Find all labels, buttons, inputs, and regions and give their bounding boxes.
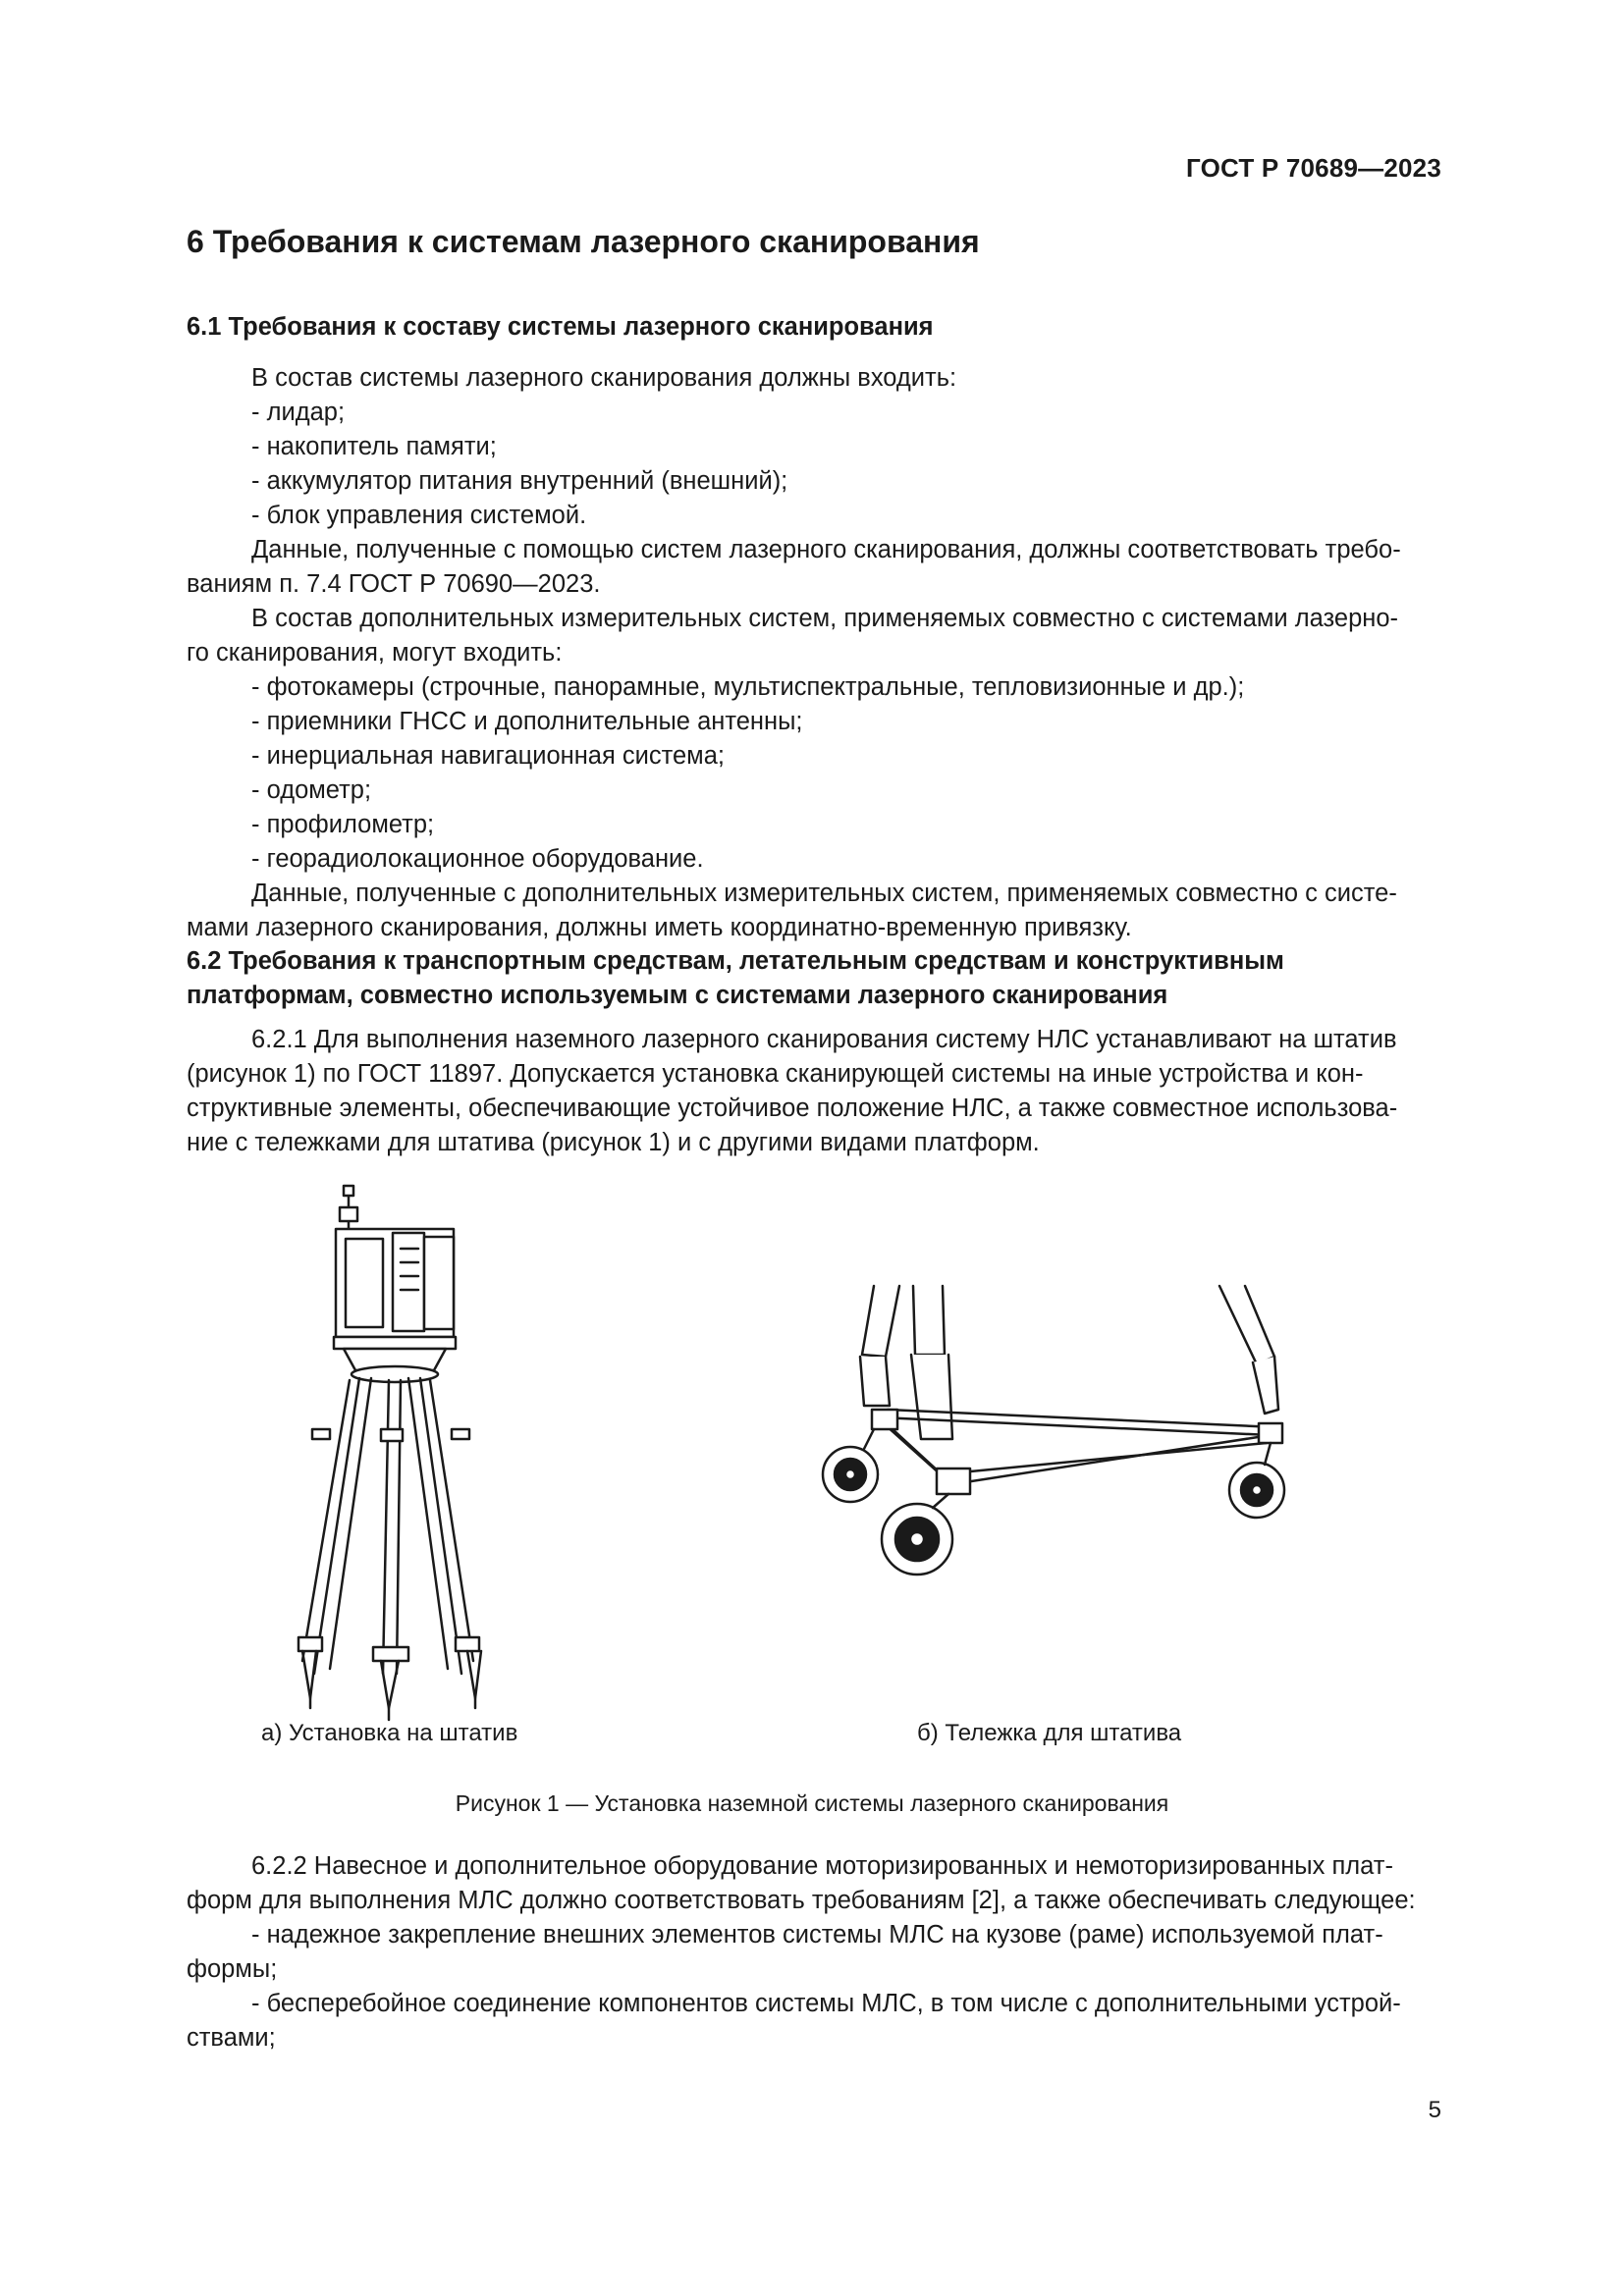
list-item: - инерциальная навигационная система; (251, 742, 725, 770)
section-6-2-2-body (187, 1849, 1441, 2056)
paragraph-line: (рисунок 1) по ГОСТ 11897. Допускается установка сканирующей системы на иные устройства и кон- (187, 1060, 1364, 1088)
paragraph-line: го сканирования, могут входить: (187, 639, 563, 667)
list-item: - профилометр; (251, 811, 435, 838)
paragraph-line: мами лазерного сканирования, должны иметь координатно-временную привязку. (187, 914, 1132, 941)
list-intro: В состав системы лазерного сканирования должны входить: (251, 364, 957, 392)
list-item: - фотокамеры (строчные, панорамные, мультиспектральные, тепловизионные и др.); (251, 673, 1245, 701)
subsection-title-line: 6.2 Требования к транспортным средствам, летательным средствам и конструктивным (187, 947, 1284, 975)
section-6-2-1-body (187, 1023, 1441, 1160)
subsection-title-line: платформам, совместно используемым с системами лазерного сканирования (187, 982, 1168, 1009)
paragraph-line: Данные, полученные с дополнительных измерительных систем, применяемых совместно с систе- (251, 880, 1397, 907)
composition-list (187, 361, 1441, 945)
subsection-6-1-title: 6.1 Требования к составу системы лазерного сканирования (187, 313, 934, 341)
list-item: - одометр; (251, 776, 372, 804)
list-item: - накопитель памяти; (251, 433, 497, 460)
figure-caption-a: а) Установка на штатив (261, 1720, 518, 1746)
list-item: - приемники ГНСС и дополнительные антенны; (251, 708, 803, 735)
paragraph-line: форм для выполнения МЛС должно соответствовать требованиям [2], а также обеспечивать следующее: (187, 1887, 1416, 1914)
subsection-6-2-title (187, 944, 1284, 1013)
figure-1 (187, 1178, 1441, 1728)
paragraph-line: 6.2.2 Навесное и дополнительное оборудование моторизированных и немоторизированных плат- (251, 1852, 1393, 1880)
list-item-continuation: формы; (187, 1955, 278, 1983)
paragraph-line: 6.2.1 Для выполнения наземного лазерного сканирования систему НЛС устанавливают на штатив (251, 1026, 1397, 1053)
list-item: - георадиолокационное оборудование. (251, 845, 704, 873)
standard-header: ГОСТ Р 70689—2023 (1186, 153, 1441, 183)
paragraph-line: ние с тележками для штатива (рисунок 1) и с другими видами платформ. (187, 1129, 1040, 1156)
list-item: - блок управления системой. (251, 502, 587, 529)
figure-title: Рисунок 1 — Установка наземной системы лазерного сканирования (455, 1790, 1169, 1816)
paragraph-line: ваниям п. 7.4 ГОСТ Р 70690—2023. (187, 570, 601, 598)
tripod-illustration (298, 1186, 481, 1720)
paragraph-line: В состав дополнительных измерительных систем, применяемых совместно с системами лазерно- (251, 605, 1399, 632)
paragraph-line: Данные, полученные с помощью систем лазерного сканирования, должны соответствовать требо- (251, 536, 1401, 563)
list-item: - бесперебойное соединение компонентов системы МЛС, в том числе с дополнительными устрой- (251, 1990, 1401, 2017)
list-item-continuation: ствами; (187, 2024, 276, 2052)
page-number: 5 (1428, 2097, 1441, 2123)
list-item: - надежное закрепление внешних элементов системы МЛС на кузове (раме) используемой плат- (251, 1921, 1383, 1949)
list-item: - лидар; (251, 399, 346, 426)
list-item: - аккумулятор питания внутренний (внешний); (251, 467, 788, 495)
dolly-illustration (823, 1286, 1284, 1575)
section-title: 6 Требования к системам лазерного сканирования (187, 224, 980, 259)
paragraph-line: структивные элементы, обеспечивающие устойчивое положение НЛС, а также совместное использова- (187, 1095, 1398, 1122)
figure-caption-b: б) Тележка для штатива (917, 1720, 1182, 1746)
